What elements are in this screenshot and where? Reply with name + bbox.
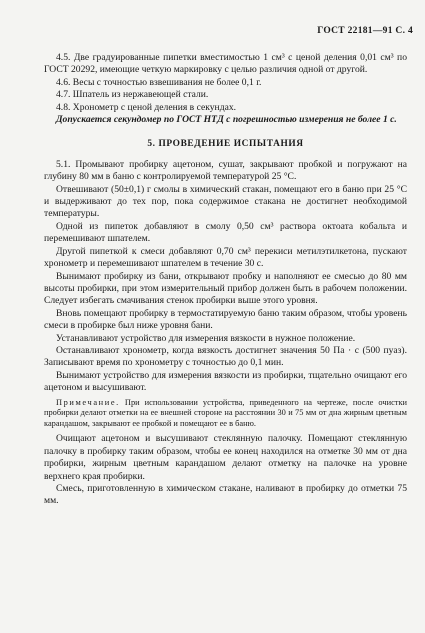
note-text: При использовании устройства, приведенного на чертеже, после очистки пробирки делают отметки на ее внешней стороне на расстоянии 30 и 75 мм от дна жирным цветным карандашом, закрывают ее пробкой и помещают ее в баню. bbox=[44, 397, 407, 428]
paragraph: Другой пипеткой к смеси добавляют 0,70 см³ перекиси метилэтилкетона, пускают хронометр и перемешивают шпателем в течение 30 с. bbox=[44, 245, 407, 270]
paragraph: Вынимают устройство для измерения вязкости из пробирки, тщательно очищают его ацетоном и высушивают. bbox=[44, 369, 407, 394]
note-label: Примечание. bbox=[56, 397, 120, 407]
allowance-note: Допускается секундомер по ГОСТ НТД с погрешностью измерения не более 1 с. bbox=[56, 114, 397, 126]
paragraph: Вновь помещают пробирку в термостатируемую баню таким образом, чтобы уровень смеси в пробирке был ниже уровня бани. bbox=[44, 307, 407, 332]
document-body bbox=[44, 52, 407, 508]
section-title: 5. ПРОВЕДЕНИЕ ИСПЫТАНИЯ bbox=[147, 139, 304, 150]
paragraph: Останавливают хронометр, когда вязкость достигнет значения 50 Па · с (500 пуаз). Записывают время по хронометру с точностью до 0,1 мин. bbox=[44, 344, 407, 369]
paragraph: Смесь, приготовленную в химическом стакане, наливают в пробирку до отметки 75 мм. bbox=[44, 482, 407, 507]
paragraph: Отвешивают (50±0,1) г смолы в химический стакан, помещают его в баню при 25 °С и выдерживают до тех пор, пока содержимое стакана не достигнет необходимой температуры. bbox=[44, 183, 407, 220]
note bbox=[44, 398, 407, 430]
paragraph: Одной из пипеток добавляют в смолу 0,50 см³ раствора октоата кобальта и перемешивают шпателем. bbox=[44, 220, 407, 245]
page-header: ГОСТ 22181—91 С. 4 bbox=[317, 26, 413, 36]
paragraph: Устанавливают устройство для измерения вязкости в нужное положение. bbox=[56, 332, 356, 344]
paragraph: 5.1. Промывают пробирку ацетоном, сушат, закрывают пробкой и погружают на глубину 80 мм в баню с контролируемой температурой 25 °С. bbox=[44, 158, 407, 183]
paragraph: Вынимают пробирку из бани, открывают пробку и наполняют ее смесью до 80 мм высоты пробирки, при этом измерительный прибор должен быть в рабочем положении. Следует избегать смачивания стенок пробирки выше этого уровня. bbox=[44, 270, 407, 307]
paragraph: Очищают ацетоном и высушивают стеклянную палочку. Помещают стеклянную палочку в пробирку таким образом, чтобы ее конец находился на отметке 30 мм от дна пробирки, жирным цветным карандашом делают отметку на палочке на уровне верхнего края пробирки. bbox=[44, 433, 407, 482]
item-4-8: 4.8. Хронометр с ценой деления в секундах. bbox=[56, 101, 237, 113]
item-4-6: 4.6. Весы с точностью взвешивания не более 0,1 г. bbox=[56, 76, 262, 88]
item-4-5: 4.5. Две градуированные пипетки вместимостью 1 см³ с ценой деления 0,01 см³ по ГОСТ 20292, имеющие четкую маркировку с целью различия одной от другой. bbox=[44, 52, 407, 76]
item-4-7: 4.7. Шпатель из нержавеющей стали. bbox=[56, 89, 209, 101]
